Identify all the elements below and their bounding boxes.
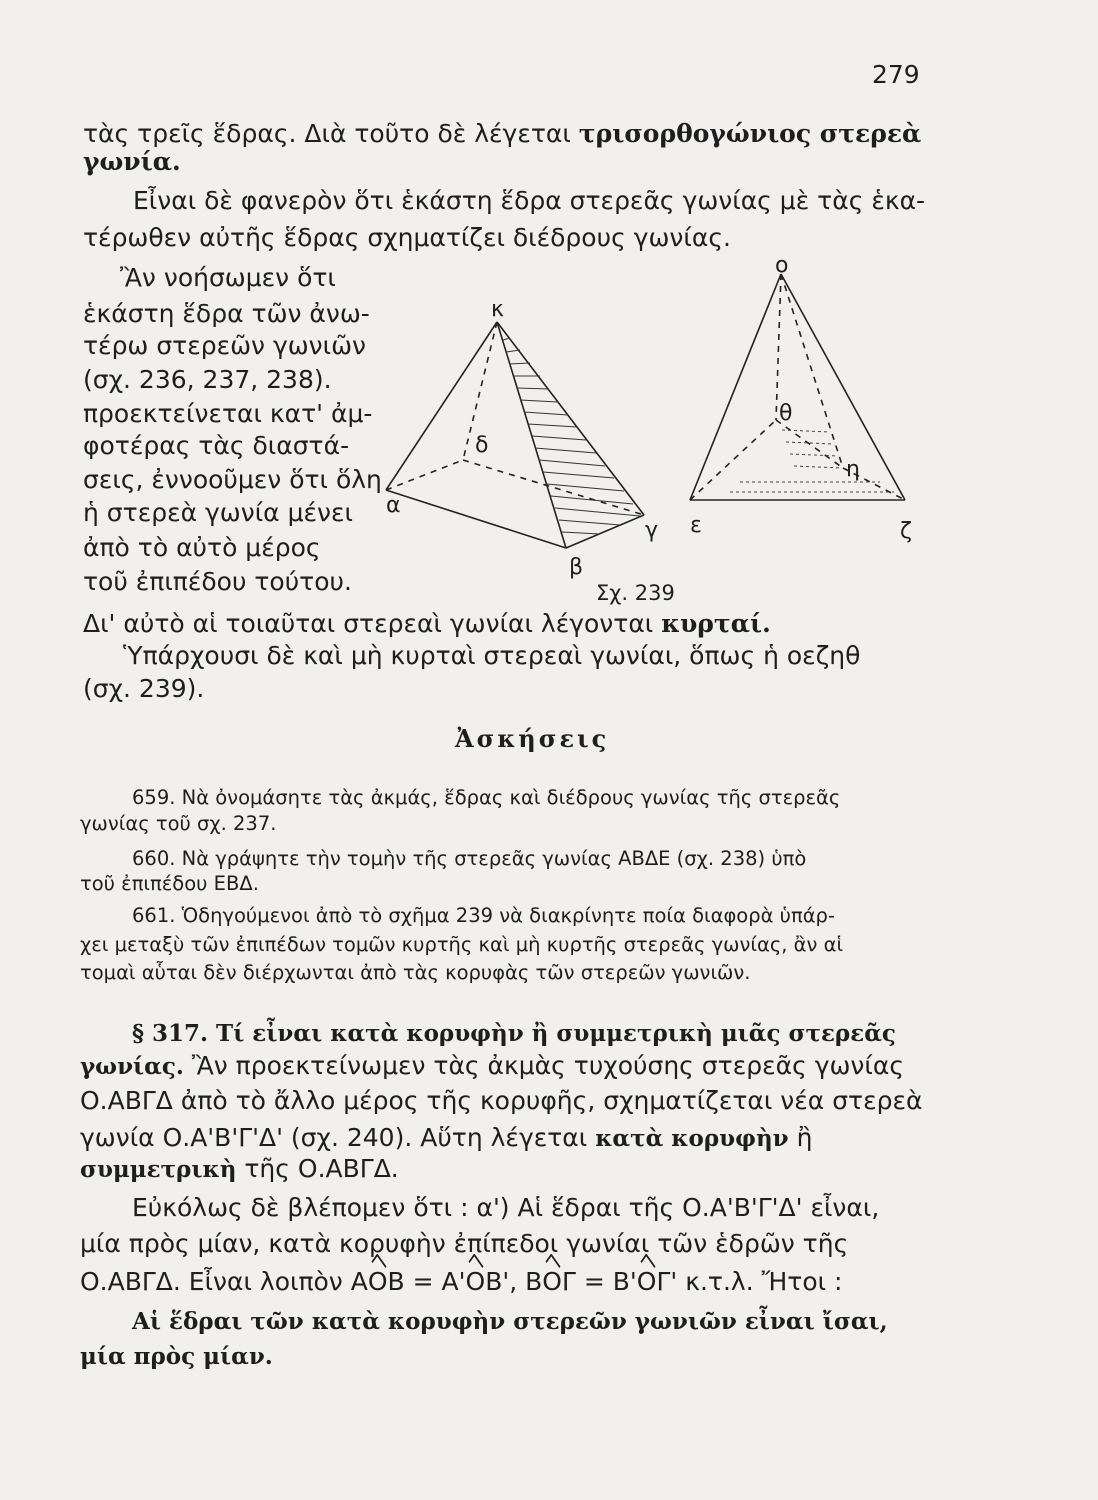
- label-beta: β: [569, 555, 584, 580]
- term-bold: συμμετρικὴ: [80, 1156, 237, 1183]
- text-line: (σχ. 236, 237, 238).: [83, 365, 332, 394]
- text-span: κ.τ.λ. Ἤτοι :: [677, 1267, 843, 1296]
- angle-vertex: O: [636, 1267, 657, 1296]
- text-line: προεκτείνεται κατ' ἀμ-: [83, 399, 373, 428]
- label-omicron: ο: [775, 253, 789, 278]
- angle-letter: B': [612, 1267, 637, 1296]
- text-line: [80, 1050, 904, 1083]
- angle-letter: A': [441, 1267, 466, 1296]
- text-span: τῆς Ο.ΑΒΓΔ.: [236, 1154, 399, 1183]
- text-span: Δι' αὐτὸ αἱ τοιαῦται στερεαὶ γωνίαι λέγονται: [83, 609, 662, 638]
- text-line: (σχ. 239).: [83, 674, 205, 703]
- equals-sign: =: [575, 1267, 613, 1296]
- text-span: Ἂν προεκτείνωμεν τὰς ἀκμὰς τυχούσης στερεᾶς γωνίας: [183, 1051, 904, 1080]
- text-line: φοτέρας τὰς διαστά-: [83, 431, 350, 460]
- text-line: Εἶναι δὲ φανερὸν ὅτι ἑκάστη ἕδρα στερεᾶς γωνίας μὲ τὰς ἑκα-: [133, 186, 926, 215]
- label-theta: θ: [779, 401, 793, 426]
- exercise-line: 660. Νὰ γράψητε τὴν τομὴν τῆς στερεᾶς γωνίας ΑΒΔΕ (σχ. 238) ὑπὸ: [132, 847, 807, 870]
- text-line: Ο.ΑΒΓΔ ἀπὸ τὸ ἄλλο μέρος τῆς κορυφῆς, σχηματίζεται νέα στερεὰ: [80, 1086, 923, 1115]
- term-bold: γωνίας.: [80, 1053, 184, 1080]
- text-line: τέρωθεν αὐτῆς ἕδρας σχηματίζει διέδρους γωνίας.: [83, 223, 731, 252]
- angle-letter: B: [525, 1267, 543, 1296]
- text-line: [80, 1122, 812, 1155]
- text-span: Ο.ΑΒΓΔ. Εἶναι λοιπὸν: [80, 1267, 351, 1296]
- angle-vertex: O: [367, 1267, 388, 1296]
- section-heading: § 317. Τί εἶναι κατὰ κορυφὴν ἢ συμμετρικὴ μιᾶς στερεᾶς: [132, 1020, 896, 1047]
- label-gamma: γ: [645, 518, 659, 543]
- bold-statement: Αἱ ἕδραι τῶν κατὰ κορυφὴν στερεῶν γωνιῶν εἶναι ἴσαι,: [132, 1308, 888, 1335]
- label-kappa: κ: [491, 297, 504, 322]
- exercise-line: 659. Νὰ ὀνομάσητε τὰς ἀκμάς, ἕδρας καὶ διέδρους γωνίας τῆς στερεᾶς: [132, 786, 841, 809]
- angle-letter: Γ: [561, 1267, 576, 1296]
- exercise-line: χει μεταξὺ τῶν ἐπιπέδων τομῶν κυρτῆς καὶ μὴ κυρτῆς στερεᾶς γωνίας, ἂν αἱ: [80, 933, 844, 956]
- exercise-line: γωνίας τοῦ σχ. 237.: [80, 812, 277, 835]
- angle-letter: A: [350, 1267, 368, 1296]
- text-line: σεις, ἐννοοῦμεν ὅτι ὅλη: [83, 465, 382, 494]
- text-span: γωνία Ο.Α'Β'Γ'Δ' (σχ. 240). Αὕτη λέγεται: [80, 1123, 596, 1152]
- text-span: ἢ: [788, 1123, 813, 1152]
- text-line: Ἂν νοήσωμεν ὅτι: [120, 263, 336, 292]
- angle-letter: Γ': [656, 1267, 678, 1296]
- figure-caption: Σχ. 239: [596, 581, 675, 605]
- angle-letter: B: [387, 1267, 405, 1296]
- label-epsilon: ε: [690, 513, 702, 538]
- text-line: Εὐκόλως δὲ βλέπομεν ὅτι : α') Αἱ ἕδραι τῆς Ο.Α'Β'Γ'Δ' εἶναι,: [132, 1193, 880, 1222]
- exercise-line: τομαὶ αὗται δὲν διέρχωνται ἀπὸ τὰς κορυφὰς τῶν στερεῶν γωνιῶν.: [80, 961, 751, 984]
- term-bold: κυρταί.: [661, 609, 771, 638]
- label-zeta: ζ: [900, 519, 912, 544]
- text-line: [80, 1153, 399, 1186]
- text-line: ἡ στερεὰ γωνία μένει: [83, 498, 353, 527]
- exercises-heading: Ἀσκήσεις: [455, 724, 610, 753]
- text-line: ἀπὸ τὸ αὐτὸ μέρος: [83, 533, 321, 562]
- angle-vertex: O: [465, 1267, 486, 1296]
- angle-letter: B': [485, 1267, 510, 1296]
- intro-text: τὰς τρεῖς ἕδρας. Διὰ τοῦτο δὲ λέγεται: [83, 119, 579, 148]
- text-line: τοῦ ἐπιπέδου τούτου.: [83, 567, 352, 596]
- text-line: τέρω στερεῶν γωνιῶν: [83, 331, 367, 360]
- label-eta: η: [846, 457, 860, 482]
- equals-sign: =: [404, 1267, 442, 1296]
- separator: ,: [509, 1267, 526, 1296]
- exercise-line: τοῦ ἐπιπέδου ΕΒΔ.: [80, 872, 259, 895]
- page-number: 279: [872, 60, 920, 89]
- text-line: μία πρὸς μίαν, κατὰ κορυφὴν ἐπίπεδοι γωνίαι τῶν ἑδρῶν τῆς: [80, 1229, 849, 1258]
- term-bold: τρισορθογώνιος στερεὰ: [578, 119, 922, 148]
- exercise-line: 661. Ὁδηγούμενοι ἀπὸ τὸ σχῆμα 239 νὰ διακρίνητε ποία διαφορὰ ὑπάρ-: [132, 904, 835, 927]
- bold-statement: μία πρὸς μίαν.: [80, 1343, 273, 1370]
- term-bold: γωνία.: [83, 147, 181, 176]
- label-delta: δ: [475, 433, 489, 458]
- text-line: ἑκάστη ἕδρα τῶν ἀνω-: [83, 299, 370, 328]
- angle-vertex: O: [542, 1267, 562, 1296]
- label-alpha: α: [386, 493, 401, 518]
- text-line: Ὑπάρχουσι δὲ καὶ μὴ κυρταὶ στερεαὶ γωνίαι, ὅπως ἡ οεζηθ: [123, 641, 861, 670]
- term-bold: κατὰ κορυφὴν: [595, 1125, 789, 1152]
- text-line: [80, 1266, 842, 1298]
